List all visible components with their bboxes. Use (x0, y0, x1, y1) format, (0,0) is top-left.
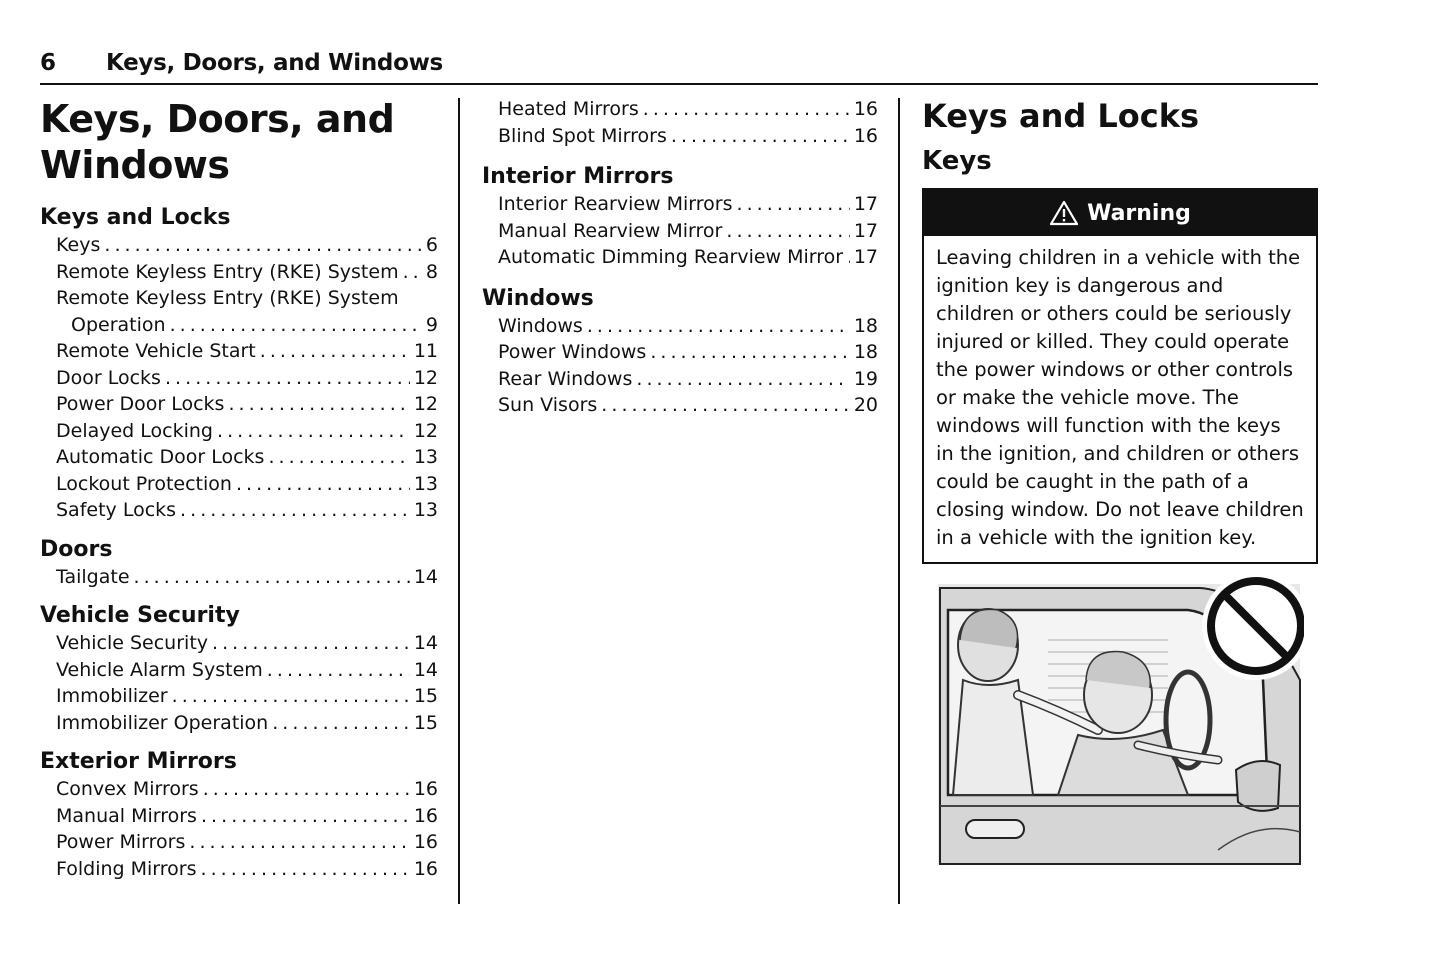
page-header (40, 50, 1318, 85)
toc-page-number: 16 (853, 124, 878, 147)
chapter-title: Keys, Doors, and Windows (40, 97, 395, 187)
toc-entry[interactable]: Immobilizer Operation . . . 15 (40, 710, 438, 737)
toc-page-number: 9 (425, 313, 438, 336)
toc-entry[interactable]: Manual Rearview Mirror . . . 17 (482, 218, 878, 245)
toc-page-number: 17 (853, 193, 878, 215)
toc-entry[interactable]: Vehicle Alarm System . . . 14 (40, 657, 438, 684)
toc-entry[interactable]: Power Mirrors . . . 16 (40, 829, 438, 856)
toc-entry[interactable]: Windows . . . 18 (482, 313, 878, 340)
toc-list (40, 630, 438, 736)
toc-page-number: 16 (413, 857, 438, 880)
page-number: 6 (40, 50, 57, 76)
toc-page-number: 13 (413, 446, 438, 468)
toc-entry[interactable]: Manual Mirrors . . . 16 (40, 803, 438, 830)
toc-page-number: 17 (853, 246, 878, 268)
toc-entry[interactable]: Vehicle Security . . . 14 (40, 630, 438, 657)
toc-entry[interactable]: Heated Mirrors . . . 16 (482, 96, 878, 123)
warning-triangle-icon (1049, 200, 1079, 226)
toc-page-number: 18 (853, 341, 878, 363)
toc-page-number: 11 (413, 340, 438, 362)
warning-text: Leaving children in a vehicle with the ignition key is dangerous and children or others could be seriously injured or killed. They could operate the power windows or other controls or make the vehicle move. The windows will function with the keys in the ignition, and children or others could be caught in the path of a closing window. Do not leave children in a vehicle with the ignition key. (936, 246, 1304, 549)
toc-page-number: 13 (413, 472, 438, 495)
toc-entry[interactable]: Lockout Protection . . . 13 (40, 471, 438, 498)
toc-column-left (40, 96, 438, 894)
toc-page-number: 12 (413, 419, 438, 442)
running-title: Keys, Doors, and Windows (106, 50, 443, 76)
toc-page-number: 12 (413, 366, 438, 389)
toc-page-number: 6 (425, 234, 438, 256)
toc-entry[interactable]: Power Windows . . . 18 (482, 339, 878, 366)
warning-header (924, 190, 1316, 236)
toc-entry[interactable]: Convex Mirrors . . . 16 (40, 776, 438, 803)
toc-list (40, 564, 438, 591)
toc-column-middle (482, 96, 878, 431)
toc-entry[interactable]: Door Locks . . . 12 (40, 365, 438, 392)
toc-page-number: 13 (413, 499, 438, 521)
toc-entry[interactable]: Delayed Locking . . . 12 (40, 418, 438, 445)
toc-list (40, 232, 438, 524)
toc-list (482, 96, 878, 149)
toc-page-number: 20 (853, 394, 878, 416)
toc-page-number: 16 (413, 804, 438, 827)
toc-page-number: 16 (413, 778, 438, 800)
toc-entry[interactable]: Remote Keyless Entry (RKE) System . . . 8 (40, 259, 438, 286)
toc-page-number: 15 (413, 685, 438, 707)
toc-entry[interactable]: Remote Keyless Entry (RKE) System Operation . . . 9 (40, 285, 438, 338)
column-divider (458, 98, 460, 904)
toc-entry[interactable]: Safety Locks . . . 13 (40, 497, 438, 524)
toc-entry[interactable]: Folding Mirrors . . . 16 (40, 856, 438, 883)
toc-entry[interactable]: Automatic Dimming Rearview Mirror . . . 17 (482, 244, 878, 271)
toc-list (482, 191, 878, 271)
toc-page-number: 14 (413, 565, 438, 588)
toc-entry[interactable]: Power Door Locks . . . 12 (40, 391, 438, 418)
toc-entry[interactable]: Blind Spot Mirrors . . . 16 (482, 123, 878, 150)
toc-entry[interactable]: Interior Rearview Mirrors . . . 17 (482, 191, 878, 218)
toc-section-title: Windows (482, 285, 594, 311)
content-column-right (922, 96, 1318, 564)
toc-page-number: 15 (413, 711, 438, 734)
toc-section-title: Vehicle Security (40, 603, 240, 628)
toc-entry[interactable]: Sun Visors . . . 20 (482, 392, 878, 419)
toc-section-title: Doors (40, 536, 113, 562)
warning-box (922, 188, 1318, 564)
column-divider (898, 98, 900, 904)
toc-section-title: Interior Mirrors (482, 164, 674, 189)
toc-entry[interactable]: Keys . . . 6 (40, 232, 438, 259)
toc-page-number: 19 (853, 367, 878, 390)
toc-page-number: 16 (413, 831, 438, 853)
toc-page-number: 14 (413, 658, 438, 681)
toc-page-number: 18 (853, 314, 878, 337)
toc-list (40, 776, 438, 882)
toc-entry[interactable]: Tailgate . . . 14 (40, 564, 438, 591)
toc-page-number: 12 (413, 393, 438, 415)
toc-list (482, 313, 878, 419)
toc-entry[interactable]: Immobilizer . . . 15 (40, 683, 438, 710)
warning-heading: Warning (1087, 200, 1191, 226)
toc-section-title: Exterior Mirrors (40, 749, 237, 774)
toc-entry[interactable]: Remote Vehicle Start . . . 11 (40, 338, 438, 365)
toc-entry[interactable]: Rear Windows . . . 19 (482, 366, 878, 393)
toc-page-number: 16 (853, 98, 878, 120)
subsection-title: Keys (922, 146, 992, 176)
toc-page-number: 17 (853, 219, 878, 242)
children-in-vehicle-illustration (938, 570, 1304, 870)
toc-page-number: 14 (413, 632, 438, 654)
toc-section-title: Keys and Locks (40, 205, 231, 230)
toc-page-number: 8 (425, 260, 438, 283)
section-title: Keys and Locks (922, 97, 1200, 135)
toc-entry[interactable]: Automatic Door Locks . . . 13 (40, 444, 438, 471)
